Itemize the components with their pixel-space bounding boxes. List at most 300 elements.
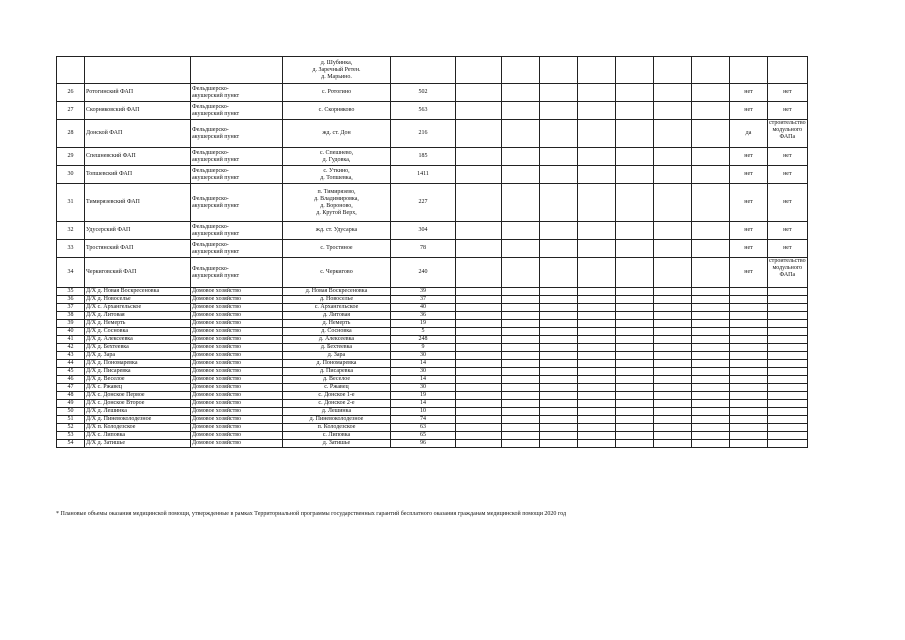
facility-type-cell-line: акушерский пункт xyxy=(192,92,240,99)
table-row xyxy=(57,360,852,368)
empty-cell xyxy=(692,400,730,408)
facility-name-cell: Удусерский ФАП xyxy=(85,222,191,240)
facility-type-cell xyxy=(191,424,283,432)
table-row xyxy=(57,184,852,222)
empty-cell xyxy=(616,258,654,288)
settlements-cell-line: д. Новая Воскресеновка xyxy=(305,288,368,294)
settlements-cell xyxy=(283,376,391,384)
population-cell: 248 xyxy=(391,336,456,344)
empty-cell xyxy=(616,296,654,304)
row-number-cell: 32 xyxy=(57,222,85,240)
empty-cell xyxy=(616,360,654,368)
empty-cell xyxy=(578,352,616,360)
settlements-cell xyxy=(283,416,391,424)
population-cell: 19 xyxy=(391,320,456,328)
settlements-cell xyxy=(283,344,391,352)
settlements-cell-line: д. Немерть xyxy=(322,320,351,326)
population-cell: 502 xyxy=(391,84,456,102)
empty-cell xyxy=(456,102,502,120)
status-cell-b-line: нет xyxy=(783,199,792,205)
empty-cell xyxy=(578,258,616,288)
status-cell-b-line: нет xyxy=(783,89,792,95)
empty-cell xyxy=(456,368,502,376)
row-number-cell: 26 xyxy=(57,84,85,102)
status-cell-a xyxy=(730,408,768,416)
empty-cell xyxy=(540,400,578,408)
empty-cell xyxy=(616,240,654,258)
empty-cell xyxy=(456,352,502,360)
empty-cell xyxy=(692,384,730,392)
row-number-cell: 49 xyxy=(57,400,85,408)
population-cell: 304 xyxy=(391,222,456,240)
settlements-cell-line: д. Затишье xyxy=(322,440,351,446)
row-number-cell xyxy=(57,57,85,84)
empty-cell xyxy=(502,352,540,360)
empty-cell xyxy=(578,408,616,416)
row-number-cell: 38 xyxy=(57,312,85,320)
facility-name-cell: Д/Х д. Лешинка xyxy=(85,408,191,416)
table-row xyxy=(57,352,852,360)
facility-name-cell: Д/Х д. Новая Воскресеновка xyxy=(85,288,191,296)
empty-cell xyxy=(456,312,502,320)
empty-cell xyxy=(540,120,578,148)
row-number-cell: 53 xyxy=(57,432,85,440)
settlements-cell-line: д. Гудовка, xyxy=(322,156,351,163)
facility-name-cell: Д/Х д. Писаревка xyxy=(85,368,191,376)
settlements-cell-line: с. Донское 1-е xyxy=(318,392,355,398)
facility-type-cell-line: акушерский пункт xyxy=(192,174,240,181)
facility-type-cell xyxy=(191,400,283,408)
status-cell-a-line: нет xyxy=(744,171,753,177)
facility-type-cell-line: Домовое хозяйство xyxy=(192,344,241,350)
settlements-cell-line: д. Шубинка, xyxy=(320,59,353,66)
empty-cell xyxy=(692,392,730,400)
empty-cell xyxy=(540,352,578,360)
settlements-cell-line: с. Ротогино xyxy=(321,89,352,95)
population-cell: 39 xyxy=(391,288,456,296)
status-cell-b-line: нет xyxy=(783,107,792,113)
empty-cell xyxy=(456,184,502,222)
facility-name-cell: Скорняковский ФАП xyxy=(85,102,191,120)
empty-cell xyxy=(502,344,540,352)
empty-cell xyxy=(692,368,730,376)
facility-type-cell xyxy=(191,384,283,392)
facility-type-cell-line: Фельдшерско- xyxy=(192,126,229,133)
row-number-cell: 36 xyxy=(57,296,85,304)
table-row xyxy=(57,384,852,392)
empty-cell xyxy=(456,57,502,84)
empty-cell xyxy=(692,416,730,424)
status-cell-b xyxy=(768,400,808,408)
facility-type-cell-line: Домовое хозяйство xyxy=(192,320,241,326)
settlements-cell-line: д. Сосновка xyxy=(321,328,352,334)
empty-cell xyxy=(578,120,616,148)
empty-cell xyxy=(502,84,540,102)
table-row xyxy=(57,328,852,336)
settlements-cell xyxy=(283,336,391,344)
empty-cell xyxy=(502,320,540,328)
empty-cell xyxy=(540,392,578,400)
settlements-cell-line: д. Новоселье xyxy=(319,296,354,302)
population-cell: 74 xyxy=(391,416,456,424)
status-cell-a xyxy=(730,344,768,352)
empty-cell xyxy=(540,360,578,368)
empty-cell xyxy=(540,408,578,416)
status-cell-b xyxy=(768,336,808,344)
facility-type-cell xyxy=(191,148,283,166)
row-number-cell: 54 xyxy=(57,440,85,448)
empty-cell xyxy=(578,424,616,432)
empty-cell xyxy=(692,84,730,102)
settlements-cell-line: д. Топшевка, xyxy=(320,174,353,181)
empty-cell xyxy=(502,304,540,312)
table-body xyxy=(57,57,852,448)
settlements-cell xyxy=(283,148,391,166)
population-cell: 14 xyxy=(391,376,456,384)
facility-name-cell: Д/Х д. Сосновка xyxy=(85,328,191,336)
facility-type-cell xyxy=(191,368,283,376)
facility-type-cell-line: Домовое хозяйство xyxy=(192,336,241,342)
empty-cell xyxy=(692,320,730,328)
population-cell: 9 xyxy=(391,344,456,352)
settlements-cell xyxy=(283,120,391,148)
empty-cell xyxy=(456,344,502,352)
settlements-cell xyxy=(283,296,391,304)
status-cell-b xyxy=(768,352,808,360)
empty-cell xyxy=(502,240,540,258)
empty-cell xyxy=(456,120,502,148)
status-cell-a-line: нет xyxy=(744,107,753,113)
status-cell-a xyxy=(730,120,768,148)
empty-cell xyxy=(692,360,730,368)
row-number-cell: 37 xyxy=(57,304,85,312)
status-cell-b xyxy=(768,102,808,120)
empty-cell xyxy=(654,392,692,400)
empty-cell xyxy=(654,424,692,432)
status-cell-a-line: нет xyxy=(744,269,753,275)
facility-name-cell: Топшевский ФАП xyxy=(85,166,191,184)
empty-cell xyxy=(616,440,654,448)
status-cell-a xyxy=(730,368,768,376)
facility-type-cell xyxy=(191,166,283,184)
status-cell-a xyxy=(730,392,768,400)
empty-cell xyxy=(692,352,730,360)
empty-cell xyxy=(616,352,654,360)
empty-cell xyxy=(692,296,730,304)
empty-cell xyxy=(578,320,616,328)
table-row xyxy=(57,440,852,448)
facility-type-cell-line: Домовое хозяйство xyxy=(192,288,241,294)
facility-name-cell: Д/Х д. Веселое xyxy=(85,376,191,384)
empty-cell xyxy=(578,360,616,368)
status-cell-b-line: нет xyxy=(783,153,792,159)
table-row xyxy=(57,57,852,84)
status-cell-a xyxy=(730,336,768,344)
empty-cell xyxy=(502,392,540,400)
population-cell: 30 xyxy=(391,352,456,360)
empty-cell xyxy=(456,84,502,102)
empty-cell xyxy=(502,408,540,416)
table-row xyxy=(57,258,852,288)
empty-cell xyxy=(456,328,502,336)
table-row xyxy=(57,392,852,400)
empty-cell xyxy=(692,408,730,416)
table-row xyxy=(57,416,852,424)
settlements-cell-line: жд. ст. Дон xyxy=(322,130,351,136)
empty-cell xyxy=(654,432,692,440)
empty-cell xyxy=(654,416,692,424)
empty-cell xyxy=(692,432,730,440)
empty-cell xyxy=(578,312,616,320)
status-cell-a xyxy=(730,424,768,432)
empty-cell xyxy=(654,288,692,296)
facility-type-cell-line: Домовое хозяйство xyxy=(192,328,241,334)
empty-cell xyxy=(540,304,578,312)
empty-cell xyxy=(540,148,578,166)
facility-table xyxy=(56,56,852,448)
row-number-cell: 29 xyxy=(57,148,85,166)
settlements-cell xyxy=(283,440,391,448)
empty-cell xyxy=(578,240,616,258)
status-cell-a-line: нет xyxy=(744,199,753,205)
empty-cell xyxy=(616,408,654,416)
empty-cell xyxy=(540,344,578,352)
facility-type-cell-line: акушерский пункт xyxy=(192,133,240,140)
empty-cell xyxy=(456,166,502,184)
status-cell-b-line: ФАПа xyxy=(779,272,796,278)
facility-name-cell: Спешневский ФАП xyxy=(85,148,191,166)
empty-cell xyxy=(502,416,540,424)
empty-cell xyxy=(540,328,578,336)
empty-cell xyxy=(616,84,654,102)
empty-cell xyxy=(502,432,540,440)
settlements-cell xyxy=(283,258,391,288)
status-cell-b xyxy=(768,222,808,240)
settlements-cell-line: с. Скорняково xyxy=(318,107,355,113)
empty-cell xyxy=(616,222,654,240)
status-cell-a xyxy=(730,148,768,166)
status-cell-a xyxy=(730,102,768,120)
empty-cell xyxy=(456,222,502,240)
facility-type-cell-line: акушерский пункт xyxy=(192,156,240,163)
empty-cell xyxy=(456,408,502,416)
facility-type-cell-line: Домовое хозяйство xyxy=(192,392,241,398)
empty-cell xyxy=(502,166,540,184)
empty-cell xyxy=(654,240,692,258)
status-cell-a xyxy=(730,328,768,336)
status-cell-b xyxy=(768,376,808,384)
empty-cell xyxy=(456,384,502,392)
empty-cell xyxy=(616,120,654,148)
facility-type-cell-line: Домовое хозяйство xyxy=(192,408,241,414)
settlements-cell xyxy=(283,400,391,408)
row-number-cell: 27 xyxy=(57,102,85,120)
empty-cell xyxy=(692,258,730,288)
empty-cell xyxy=(578,432,616,440)
status-cell-a-line: да xyxy=(745,130,752,136)
empty-cell xyxy=(540,222,578,240)
empty-cell xyxy=(578,368,616,376)
empty-cell xyxy=(456,360,502,368)
table-row xyxy=(57,424,852,432)
status-cell-b xyxy=(768,384,808,392)
status-cell-a xyxy=(730,440,768,448)
settlements-cell-line: с. Ржавец xyxy=(324,384,349,390)
facility-name-cell: Д/Х д. Немерть xyxy=(85,320,191,328)
empty-cell xyxy=(456,432,502,440)
empty-cell xyxy=(502,376,540,384)
settlements-cell xyxy=(283,312,391,320)
status-cell-b xyxy=(768,360,808,368)
empty-cell xyxy=(456,376,502,384)
status-cell-b xyxy=(768,408,808,416)
facility-type-cell xyxy=(191,184,283,222)
status-cell-b xyxy=(768,57,808,84)
empty-cell xyxy=(654,408,692,416)
status-cell-b xyxy=(768,296,808,304)
empty-cell xyxy=(578,304,616,312)
empty-cell xyxy=(654,360,692,368)
facility-type-cell xyxy=(191,304,283,312)
empty-cell xyxy=(654,320,692,328)
empty-cell xyxy=(616,368,654,376)
empty-cell xyxy=(540,102,578,120)
settlements-cell-line: п. Колодезское xyxy=(317,424,356,430)
facility-name-cell: Д/Х д. Бехтеевка xyxy=(85,344,191,352)
empty-cell xyxy=(616,344,654,352)
settlements-cell xyxy=(283,368,391,376)
empty-cell xyxy=(540,84,578,102)
population-cell: 63 xyxy=(391,424,456,432)
facility-type-cell xyxy=(191,392,283,400)
status-cell-a xyxy=(730,432,768,440)
empty-cell xyxy=(540,288,578,296)
empty-cell xyxy=(502,296,540,304)
facility-name-cell: Д/Х д. Зара xyxy=(85,352,191,360)
empty-cell xyxy=(654,84,692,102)
empty-cell xyxy=(540,424,578,432)
row-number-cell: 40 xyxy=(57,328,85,336)
empty-cell xyxy=(654,222,692,240)
population-cell: 14 xyxy=(391,400,456,408)
settlements-cell-line: с. Тростяное xyxy=(320,245,353,251)
status-cell-a-line: нет xyxy=(744,245,753,251)
facility-name-cell: Д/Х с. Донское Второе xyxy=(85,400,191,408)
empty-cell xyxy=(616,392,654,400)
settlements-cell-line: жд. ст. Удусарка xyxy=(315,227,358,233)
facility-name-cell: Тимирязевский ФАП xyxy=(85,184,191,222)
empty-cell xyxy=(654,384,692,392)
row-number-cell: 31 xyxy=(57,184,85,222)
settlements-cell-line: д. Владимировка, xyxy=(314,195,359,202)
empty-cell xyxy=(692,102,730,120)
empty-cell xyxy=(654,296,692,304)
empty-cell xyxy=(540,376,578,384)
population-cell: 240 xyxy=(391,258,456,288)
empty-cell xyxy=(456,440,502,448)
row-number-cell: 35 xyxy=(57,288,85,296)
empty-cell xyxy=(456,400,502,408)
empty-cell xyxy=(502,288,540,296)
empty-cell xyxy=(578,288,616,296)
status-cell-a xyxy=(730,57,768,84)
settlements-cell xyxy=(283,240,391,258)
empty-cell xyxy=(502,440,540,448)
empty-cell xyxy=(654,258,692,288)
settlements-cell xyxy=(283,84,391,102)
row-number-cell: 30 xyxy=(57,166,85,184)
empty-cell xyxy=(502,336,540,344)
table-row xyxy=(57,222,852,240)
facility-type-cell xyxy=(191,120,283,148)
facility-type-cell-line: Фельдшерско- xyxy=(192,241,229,248)
empty-cell xyxy=(578,384,616,392)
empty-cell xyxy=(692,304,730,312)
table-row xyxy=(57,376,852,384)
facility-type-cell xyxy=(191,102,283,120)
population-cell: 40 xyxy=(391,304,456,312)
row-number-cell: 39 xyxy=(57,320,85,328)
facility-type-cell xyxy=(191,57,283,84)
settlements-cell-line: д. Пиневоколодезное xyxy=(309,416,364,422)
settlements-cell xyxy=(283,328,391,336)
status-cell-a xyxy=(730,166,768,184)
empty-cell xyxy=(654,328,692,336)
empty-cell xyxy=(616,400,654,408)
empty-cell xyxy=(502,384,540,392)
empty-cell xyxy=(654,148,692,166)
empty-cell xyxy=(578,400,616,408)
table-row xyxy=(57,166,852,184)
facility-type-cell-line: Домовое хозяйство xyxy=(192,384,241,390)
empty-cell xyxy=(692,344,730,352)
settlements-cell xyxy=(283,392,391,400)
population-cell: 78 xyxy=(391,240,456,258)
empty-cell xyxy=(540,368,578,376)
population-cell: 216 xyxy=(391,120,456,148)
settlements-cell-line: с. Архангельское xyxy=(314,304,359,310)
settlements-cell-line: д. Литовая xyxy=(322,312,351,318)
facility-name-cell: Д/Х с. Ржавец xyxy=(85,384,191,392)
facility-type-cell xyxy=(191,296,283,304)
settlements-cell xyxy=(283,222,391,240)
settlements-cell xyxy=(283,184,391,222)
settlements-cell xyxy=(283,304,391,312)
table-row xyxy=(57,408,852,416)
table-row xyxy=(57,400,852,408)
status-cell-b xyxy=(768,84,808,102)
empty-cell xyxy=(578,184,616,222)
empty-cell xyxy=(578,57,616,84)
empty-cell xyxy=(654,166,692,184)
facility-type-cell-line: Домовое хозяйство xyxy=(192,440,241,446)
empty-cell xyxy=(692,336,730,344)
empty-cell xyxy=(616,424,654,432)
facility-type-cell xyxy=(191,416,283,424)
empty-cell xyxy=(692,184,730,222)
row-number-cell: 41 xyxy=(57,336,85,344)
table-row xyxy=(57,148,852,166)
empty-cell xyxy=(456,392,502,400)
empty-cell xyxy=(578,336,616,344)
facility-type-cell xyxy=(191,288,283,296)
status-cell-a xyxy=(730,416,768,424)
population-cell: 185 xyxy=(391,148,456,166)
empty-cell xyxy=(654,376,692,384)
empty-cell xyxy=(578,416,616,424)
empty-cell xyxy=(540,312,578,320)
table-row xyxy=(57,320,852,328)
